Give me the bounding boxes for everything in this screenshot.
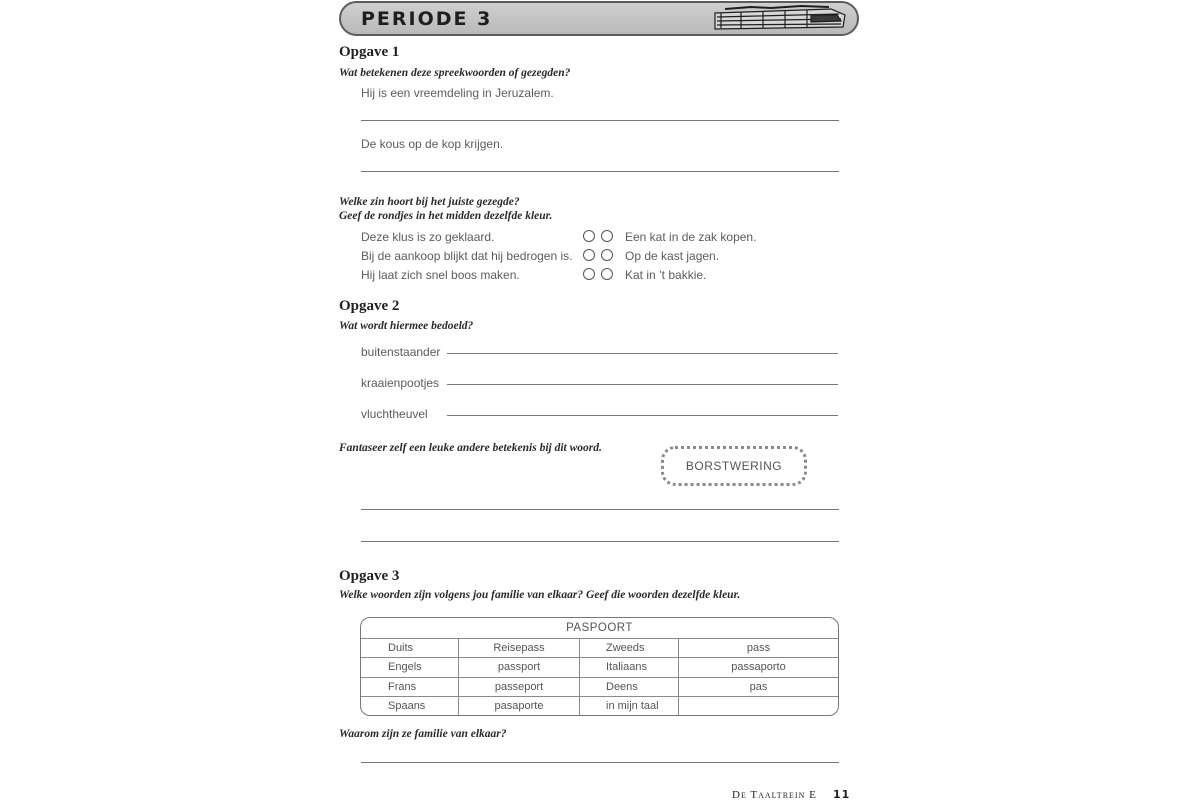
table-cell[interactable]: Reisepass bbox=[459, 639, 580, 658]
fantasy-word-box bbox=[661, 446, 807, 486]
table-cell: Engels bbox=[361, 658, 459, 677]
passport-table bbox=[360, 617, 839, 716]
table-cell[interactable]: passeport bbox=[459, 677, 580, 696]
table-row bbox=[361, 677, 838, 696]
period-title: PERIODE 3 bbox=[361, 8, 493, 30]
color-circle[interactable] bbox=[601, 268, 613, 280]
opgave3-question: Welke woorden zijn volgens jou familie van elkaar? Geef die woorden dezelfde kleur. bbox=[339, 589, 741, 601]
table-cell: in mijn taal bbox=[580, 696, 679, 715]
color-circle[interactable] bbox=[583, 249, 595, 261]
table-title: PASPOORT bbox=[361, 618, 838, 639]
table-cell[interactable]: pass bbox=[679, 639, 839, 658]
answer-line[interactable] bbox=[361, 762, 839, 763]
answer-line[interactable] bbox=[447, 384, 838, 385]
table-row bbox=[361, 696, 838, 715]
opgave1-question2-line2: Geef de rondjes in het midden dezelfde kleur. bbox=[339, 210, 553, 222]
answer-line[interactable] bbox=[447, 353, 838, 354]
table-cell: Zweeds bbox=[580, 639, 679, 658]
word-1: buitenstaander bbox=[361, 345, 441, 359]
book-title: De Taaltrein E bbox=[732, 789, 817, 801]
table-row bbox=[361, 658, 838, 677]
answer-line[interactable] bbox=[361, 120, 839, 121]
opgave2-question: Wat wordt hiermee bedoeld? bbox=[339, 320, 474, 332]
fantasy-word: BORSTWERING bbox=[685, 459, 783, 473]
own-language-input[interactable] bbox=[679, 696, 839, 715]
opgave3-heading: Opgave 3 bbox=[339, 568, 400, 584]
sentence-2: Bij de aankoop blijkt dat hij bedrogen is. bbox=[361, 249, 573, 263]
train-illustration-icon bbox=[711, 5, 851, 33]
table-cell: Duits bbox=[361, 639, 459, 658]
sentence-3: Hij laat zich snel boos maken. bbox=[361, 268, 520, 282]
page-number: 11 bbox=[833, 788, 851, 801]
opgave1-heading: Opgave 1 bbox=[339, 44, 400, 60]
color-circle[interactable] bbox=[583, 230, 595, 242]
word-3: vluchtheuvel bbox=[361, 407, 428, 421]
table-cell[interactable]: pas bbox=[679, 677, 839, 696]
opgave1-question2-line1: Welke zin hoort bij het juiste gezegde? bbox=[339, 196, 520, 208]
sentence-1: Deze klus is zo geklaard. bbox=[361, 230, 495, 244]
expression-2: Op de kast jagen. bbox=[625, 249, 720, 263]
table-header-row bbox=[361, 618, 838, 639]
table-cell[interactable]: passport bbox=[459, 658, 580, 677]
expression-3: Kat in ’t bakkie. bbox=[625, 268, 707, 282]
opgave1-question: Wat betekenen deze spreekwoorden of gezegden? bbox=[339, 67, 571, 79]
table-cell[interactable]: pasaporte bbox=[459, 696, 580, 715]
saying-2: De kous op de kop krijgen. bbox=[361, 137, 504, 151]
answer-line[interactable] bbox=[361, 509, 839, 510]
why-question: Waarom zijn ze familie van elkaar? bbox=[339, 728, 507, 740]
opgave2-heading: Opgave 2 bbox=[339, 298, 400, 314]
table-cell: Spaans bbox=[361, 696, 459, 715]
answer-line[interactable] bbox=[361, 541, 839, 542]
period-banner bbox=[339, 1, 859, 36]
table-cell[interactable]: passaporto bbox=[679, 658, 839, 677]
table-row bbox=[361, 639, 838, 658]
word-2: kraaienpootjes bbox=[361, 376, 440, 390]
expression-1: Een kat in de zak kopen. bbox=[625, 230, 757, 244]
answer-line[interactable] bbox=[447, 415, 838, 416]
color-circle[interactable] bbox=[601, 230, 613, 242]
color-circle[interactable] bbox=[583, 268, 595, 280]
table-cell: Italiaans bbox=[580, 658, 679, 677]
fantasy-question: Fantaseer zelf een leuke andere betekenis bij dit woord. bbox=[339, 442, 602, 454]
saying-1: Hij is een vreemdeling in Jeruzalem. bbox=[361, 86, 554, 100]
table-cell: Frans bbox=[361, 677, 459, 696]
color-circle[interactable] bbox=[601, 249, 613, 261]
table-cell: Deens bbox=[580, 677, 679, 696]
answer-line[interactable] bbox=[361, 171, 839, 172]
